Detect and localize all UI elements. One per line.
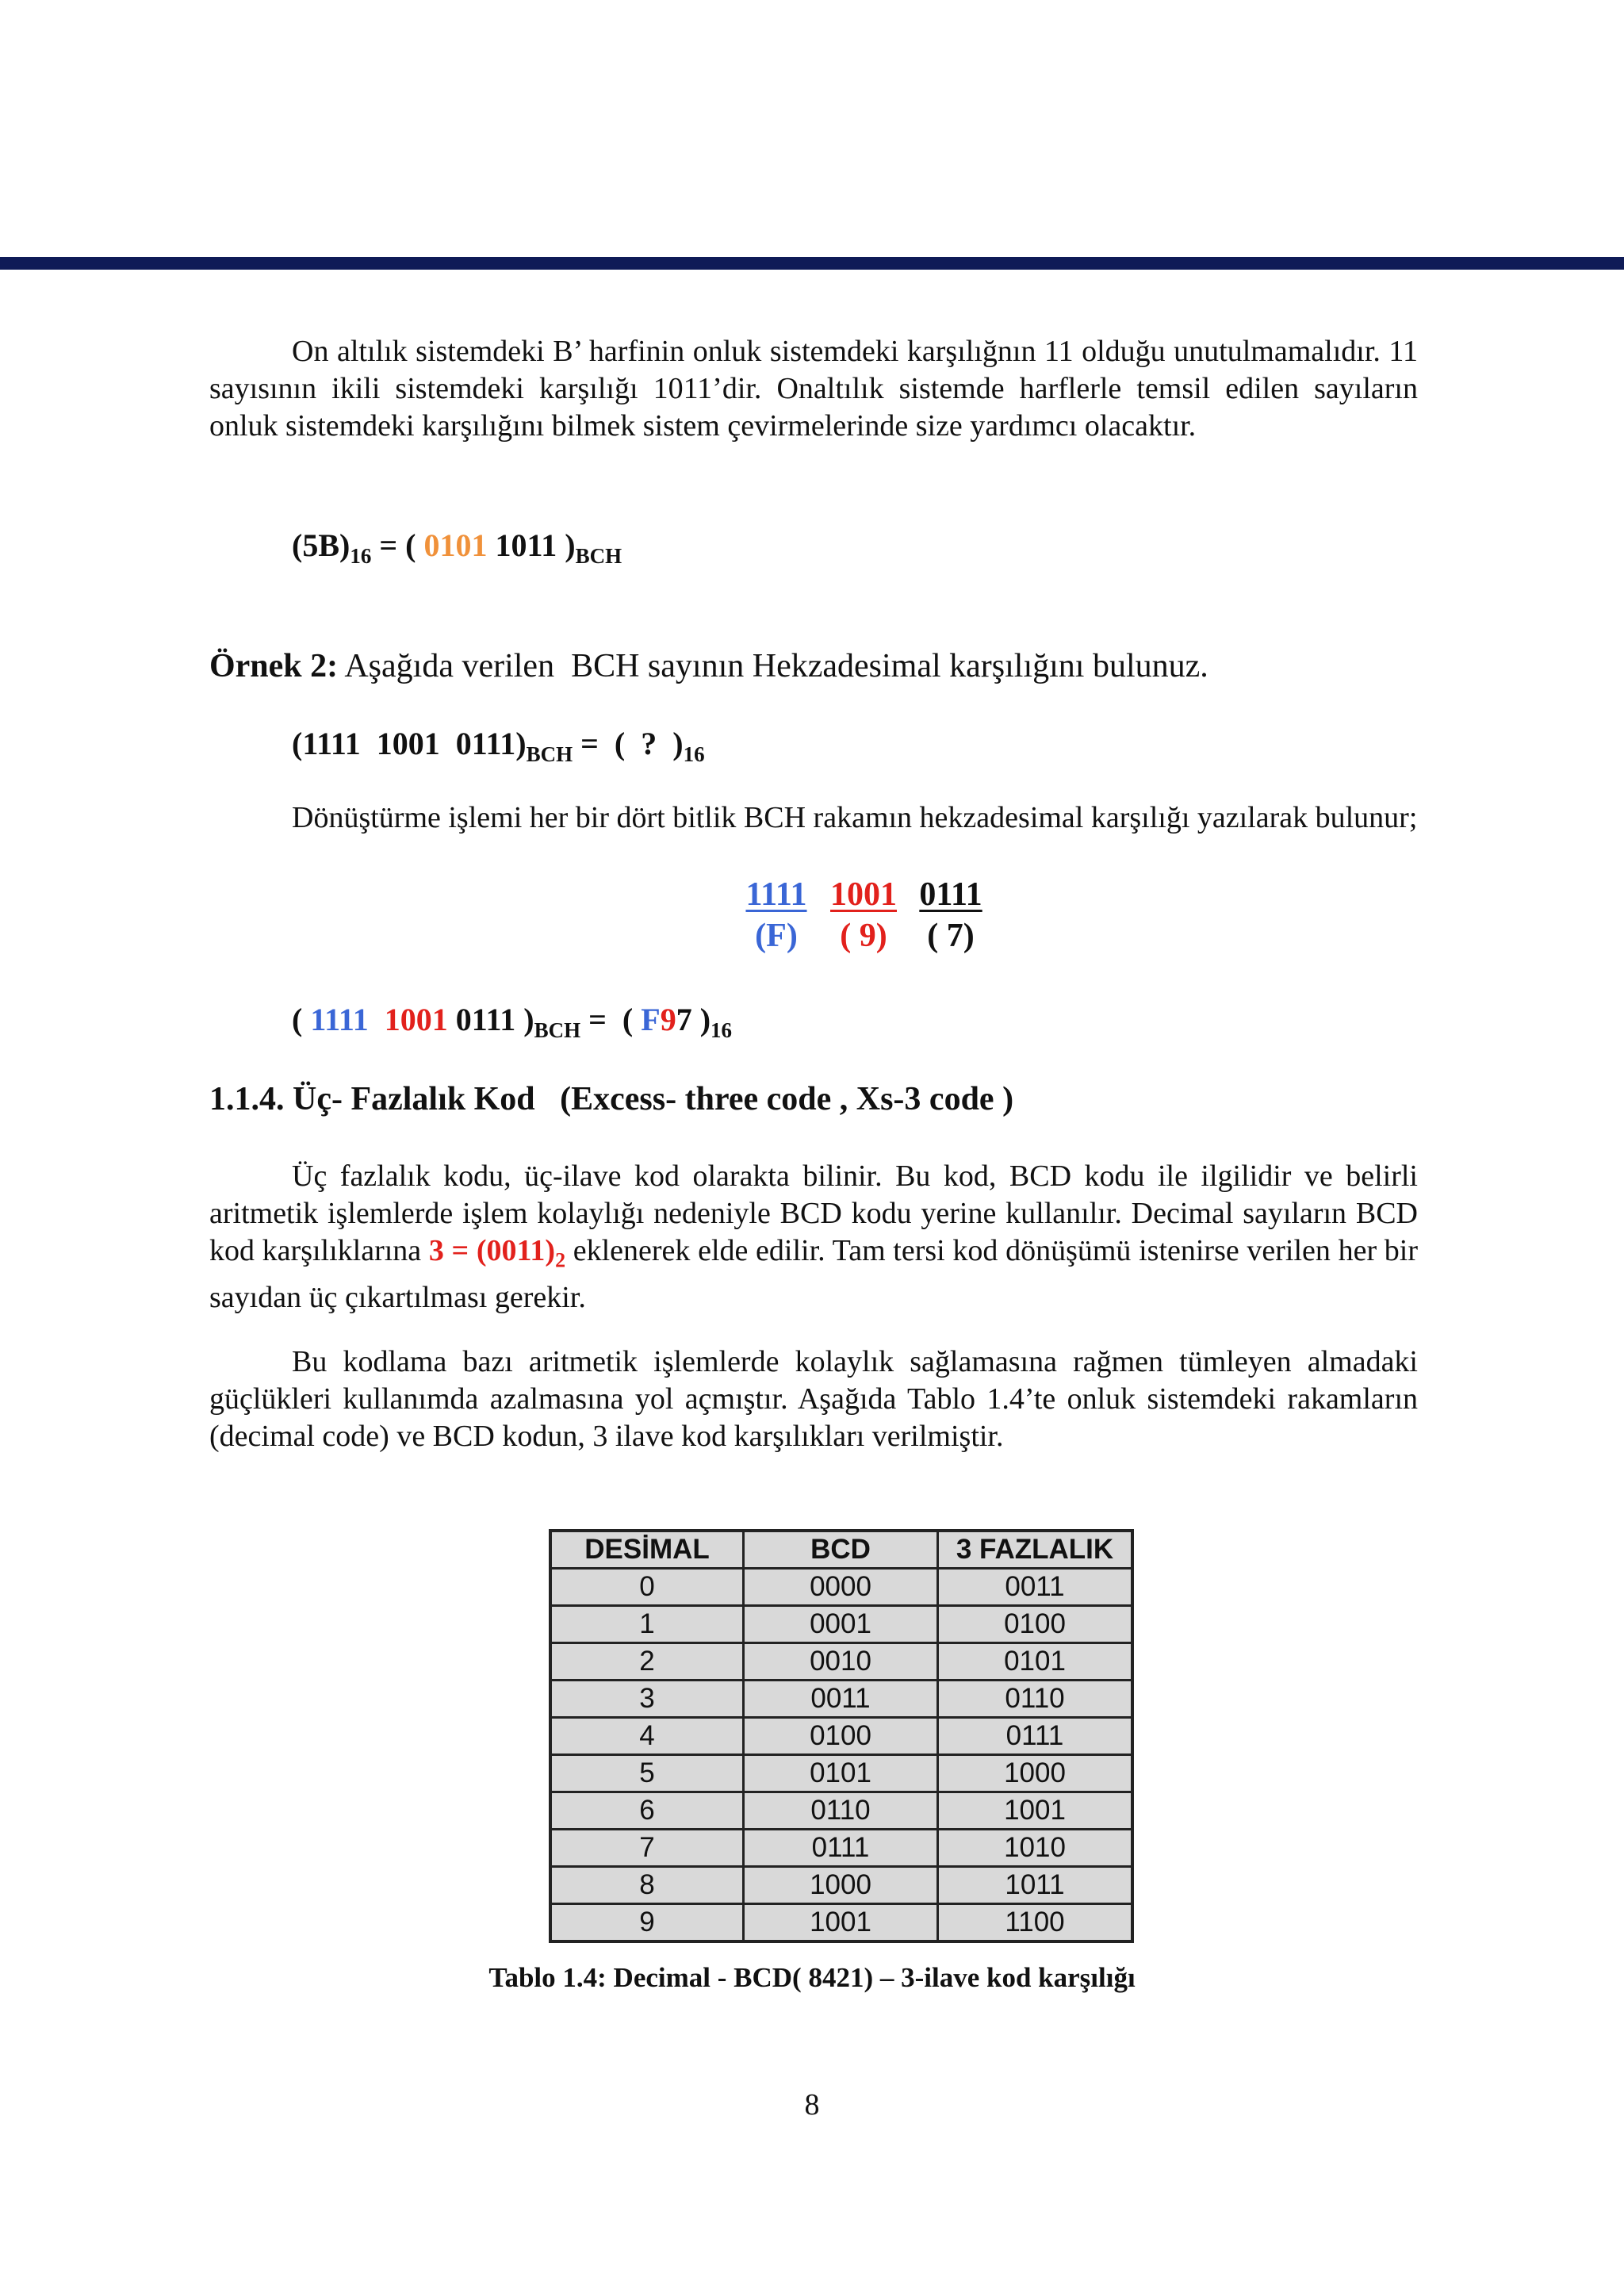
bits-0101: 0101 bbox=[423, 527, 488, 563]
group-2-hex: ( 9) bbox=[840, 918, 887, 954]
table-row: 2 0010 0101 bbox=[550, 1643, 1132, 1681]
group-1-bits: 1111 bbox=[745, 876, 807, 913]
table-row: 9 1001 1100 bbox=[550, 1904, 1132, 1942]
page-number: 8 bbox=[804, 2088, 820, 2121]
group-1-hex: (F) bbox=[755, 918, 798, 954]
header-rule bbox=[0, 257, 1624, 270]
table-row: 1 0001 0100 bbox=[550, 1606, 1132, 1643]
section-heading: 1.1.4. Üç- Fazlalık Kod (Excess- three code , Xs-3 code ) bbox=[209, 1081, 1014, 1117]
group-3-bits: 0111 bbox=[919, 876, 982, 913]
table-caption: Tablo 1.4: Decimal - BCD( 8421) – 3-ilave kod karşılığı bbox=[488, 1962, 1136, 1993]
table-row: 5 0101 1000 bbox=[550, 1755, 1132, 1792]
table-row: 7 0111 1010 bbox=[550, 1830, 1132, 1867]
header-bcd: BCD bbox=[744, 1531, 938, 1569]
equation-bch-question: (1111 1001 $0111)_{BCH}$ = ( ? )$_{16}$ bbox=[292, 726, 705, 766]
code-table bbox=[549, 1529, 1134, 1943]
table-row: 6 0110 1001 bbox=[550, 1792, 1132, 1830]
group-2-bits: 1001 bbox=[830, 876, 897, 913]
example-2-heading: Örnek 2: Aşağıda verilen BCH sayının Hekzadesimal karşılığını bulunuz. bbox=[209, 648, 1208, 684]
paragraph-2: Dönüştürme işlemi her bir dört bitlik BCH rakamın hekzadesimal karşılığı yazılarak bulunur; bbox=[292, 801, 1418, 834]
header-3-fazlalik: 3 FAZLALIK bbox=[938, 1531, 1133, 1569]
table-row: 3 0011 0110 bbox=[550, 1681, 1132, 1718]
equation-bch-to-hex: ( 1111 1001 0111 )$_{BCH}$ = ( F97 )$_{16}$ bbox=[292, 1002, 733, 1042]
equation-5b-hex: $(5B)_{16}$ = ( 0101 1011 )$_{BCH}$ bbox=[292, 527, 622, 568]
header-desimal: DESİMAL bbox=[550, 1531, 744, 1569]
paragraph-1: On altılık sistemdeki B’ harfinin onluk sistemdeki karşılığnın 11 olduğu unutulmamalıdır. 11 sayısının ikili sistemdeki karşılığı 1011’dir. Onaltılık sistemde harflerle temsil edilen sayıların onluk sistemdeki karşılığını bilmek sistem çevirmelerinde size yardımcı olacaktır. bbox=[209, 335, 1418, 443]
paragraph-4: Bu kodlama bazı aritmetik işlemlerde kolaylık sağlamasına rağmen tümleyen almadaki güçlükleri kullanımda azalmasına yol açmıştır. Aşağıda Tablo 1.4’te onluk sistemdeki rakamların (decimal code) ve BCD kodun, 3 ilave kod karşılıkları verilmiştir. bbox=[209, 1345, 1418, 1453]
group-3-hex: ( 7) bbox=[927, 918, 975, 954]
table-row: 0 0000 0011 bbox=[550, 1569, 1132, 1606]
table-row: 8 1000 1011 bbox=[550, 1867, 1132, 1904]
paragraph-3: Üç fazlalık kodu, üç-ilave kod olarakta bilinir. Bu kod, BCD kodu ile ilgilidir ve belirli aritmetik işlemlerde işlem kolaylığı nedeniyle BCD kodu yerine kullanılır. Decimal sayıların BCD kod karşılıklarına $3 = (0011)_2$ eklenerek elde edilir. Tam tersi kod dönüşümü istenirse verilen her bir sayıdan üç çıkartılması gerekir. bbox=[209, 1159, 1418, 1314]
table-header-row bbox=[550, 1531, 1132, 1569]
table-row: 4 0100 0111 bbox=[550, 1718, 1132, 1755]
